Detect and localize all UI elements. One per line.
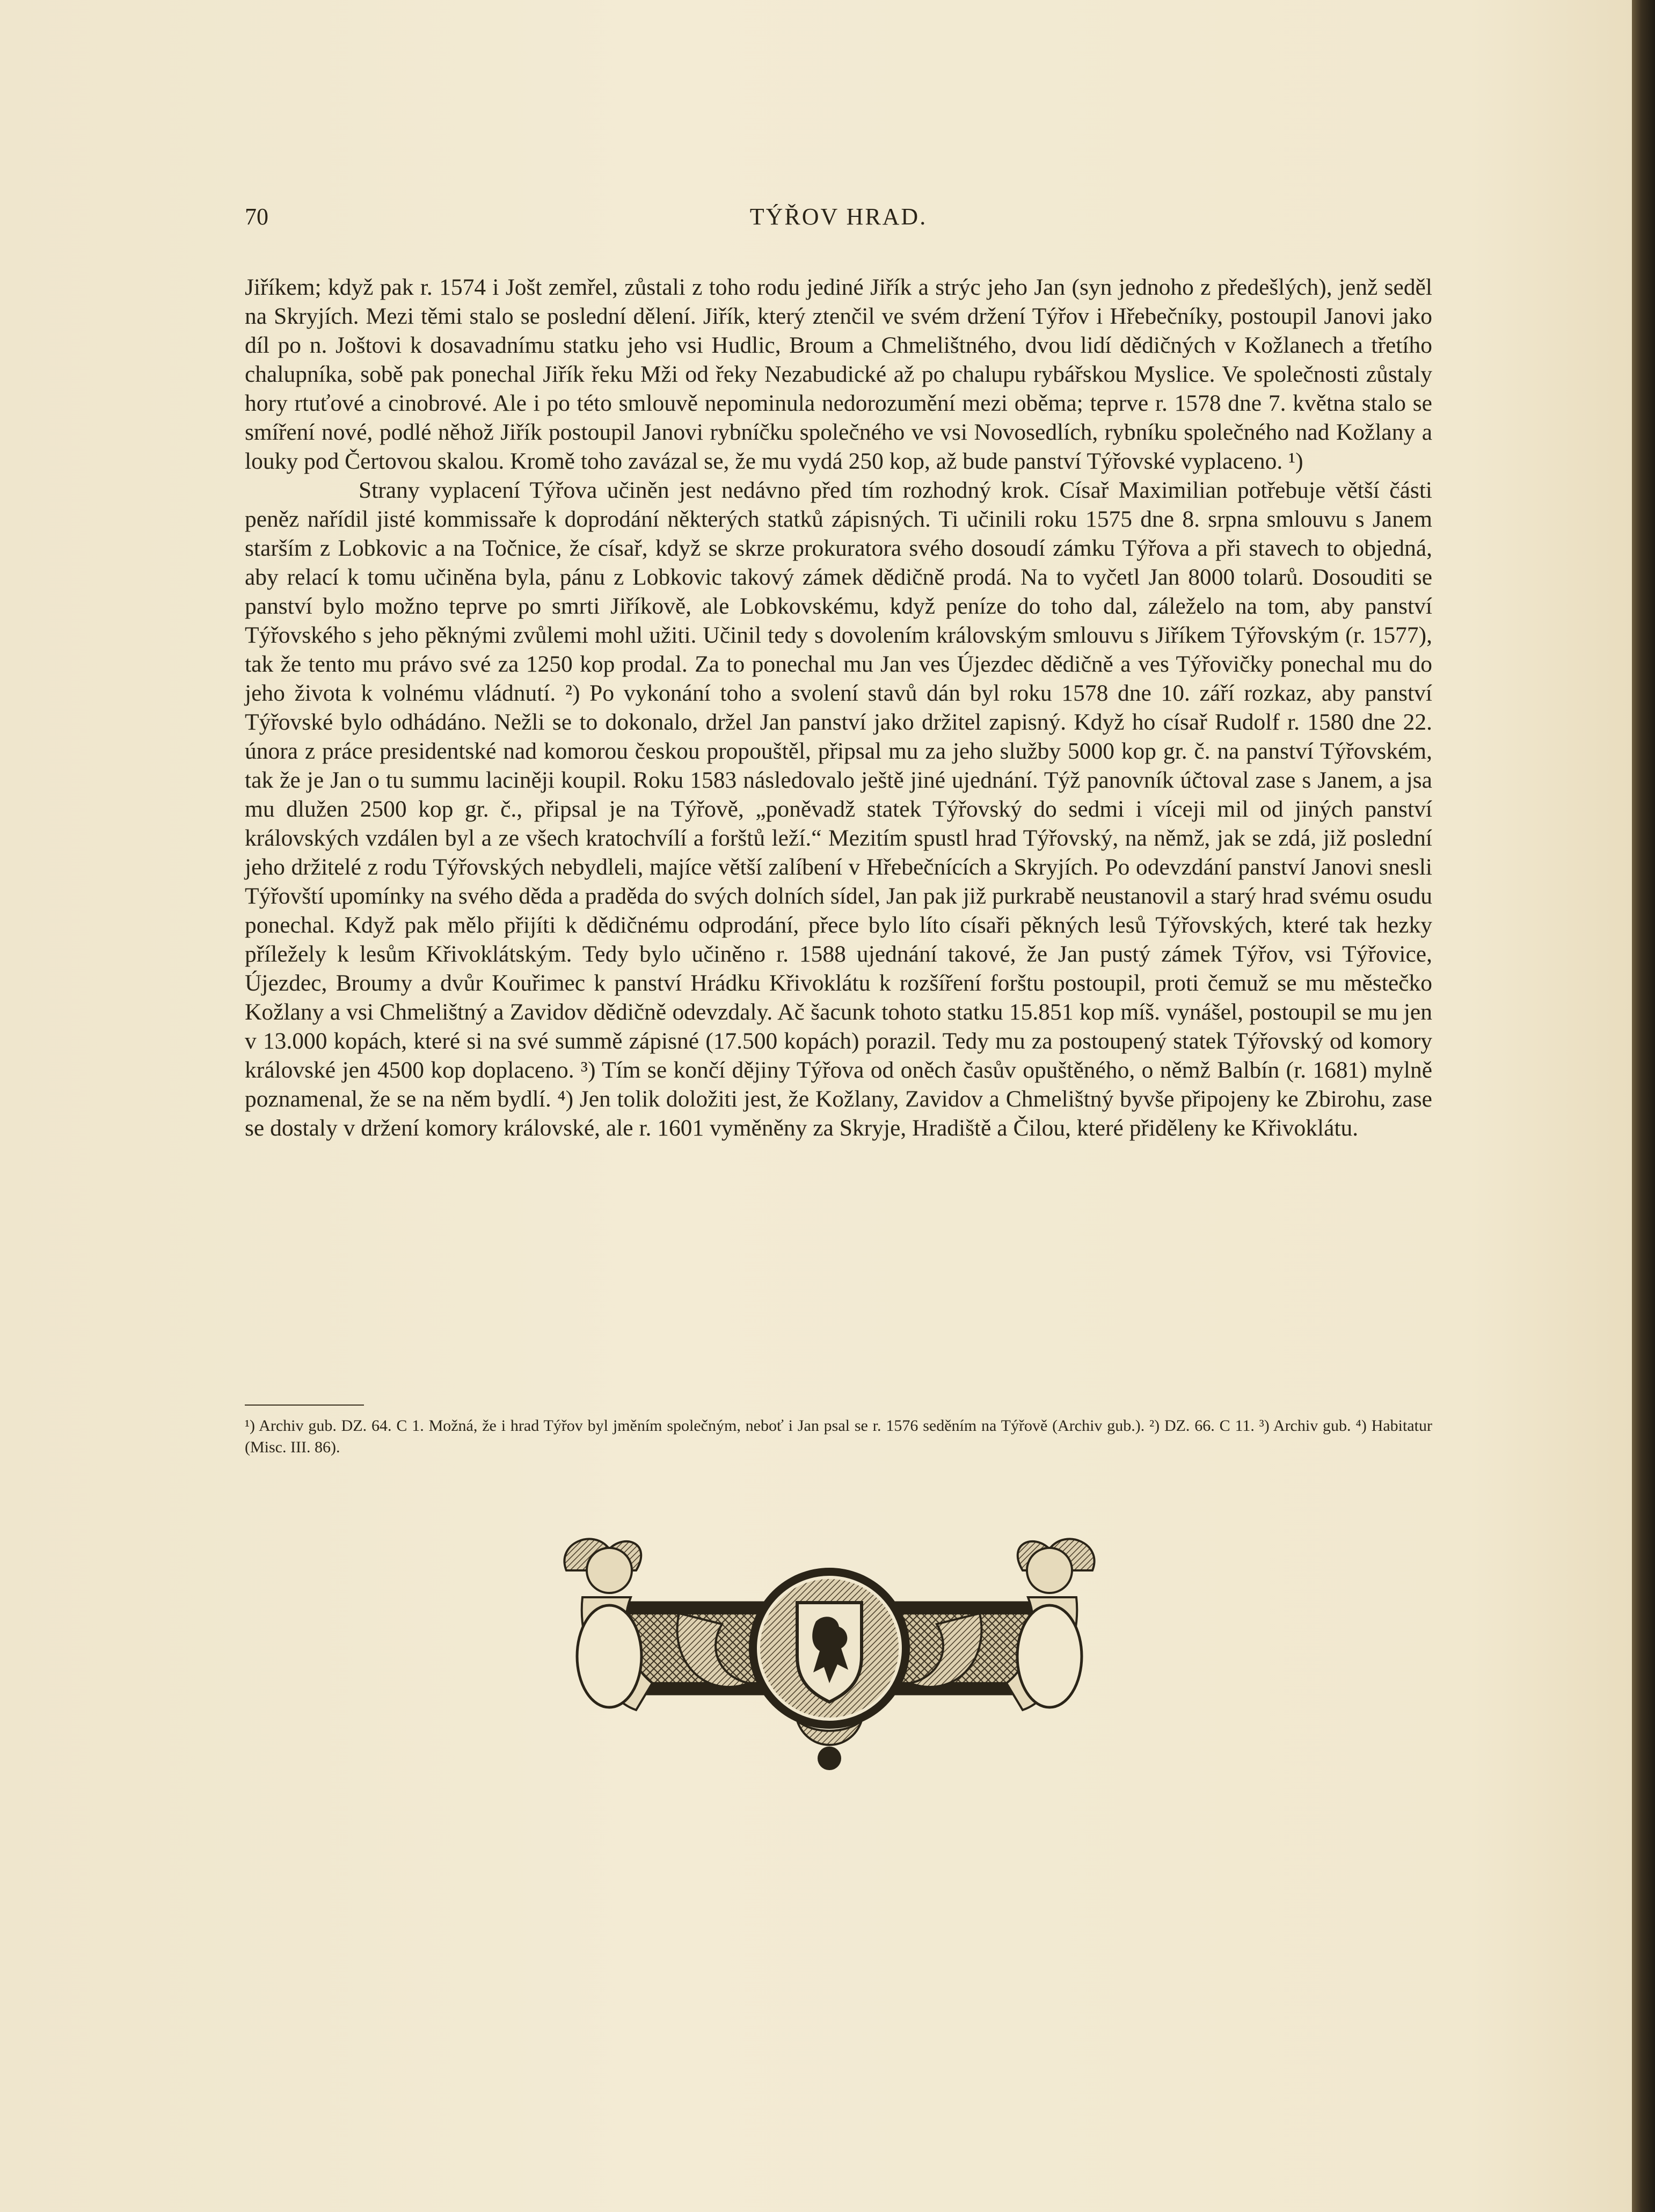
running-title: TÝŘOV HRAD. — [749, 203, 928, 230]
page-header — [245, 203, 1432, 241]
coat-of-arms-vignette-image — [545, 1522, 1114, 1780]
lion-shield — [749, 1568, 910, 1729]
footnotes: ¹) Archiv gub. DZ. 64. C 1. Možná, že i hrad Týřov byl jměním společným, neboť i Jan psal se r. 1576 seděním na Týřově (Archiv gub.). ²) DZ. 66. C 11. ³) Archiv gub. ⁴) Habitatur (Misc. III. 86). — [245, 1417, 1432, 1456]
main-text — [245, 273, 1432, 1143]
page-edge-shadow — [1632, 0, 1655, 2212]
page-number: 70 — [245, 203, 268, 230]
paragraph-1: Jiříkem; když pak r. 1574 i Jošt zemřel, zůstali z toho rodu jediné Jiřík a strýc jeho Jan (syn jednoho z předešlých), jenž seděl na Skryjích. Mezi těmi stalo se poslední dělení. Jiřík, který ztenčil ve svém držení Týřov i Hřebečníky, postoupil Janovi jako díl po n. Joštovi k dosavadnímu statku jeho vsi Hudlic, Broum a Chmelištného, dvou lidí dědičných v Kožlanech a třetího chalupníka, sobě pak ponechal Jiřík řeku Mži od řeky Nezabudické až po chalupu rybářskou Myslice. Ve společnosti zůstaly hory rtuťové a cinobrové. Ale i po této smlouvě nepominula nedorozumění mezi oběma; teprve r. 1578 dne 7. května stalo se smíření nové, podlé něhož Jiřík postoupil Janovi rybníčku společného ve vsi Novosedlích, rybníku společného nad Kožlany a louky pod Čertovou skalou. Kromě toho zavázal se, že mu vydá 250 kop, až bude panství Týřovské vyplaceno. ¹) — [245, 274, 1432, 474]
paragraph-2: Strany vyplacení Týřova učiněn jest nedávno před tím rozhodný krok. Císař Maximilian potřebuje větší části peněz nařídil jisté kommissaře k doprodání některých statků zápisných. Ti učinili roku 1575 dne 8. srpna smlouvu s Janem starším z Lobkovic a na Točnice, že císař, když se skrze prokuratora svého dosoudí zámku Týřova a při stavech to objedná, aby relací k tomu učiněna byla, pánu z Lobkovic takový zámek dědičně prodá. Na to vyčetl Jan 8000 tolarů. Dosouditi se panství bylo možno teprve po smrti Jiříkově, ale Lobkovskému, když peníze do toho dal, záleželo na tom, aby panství Týřovského s jeho pěknými zvůlemi mohl užiti. Učinil tedy s dovolením královským smlouvu s Jiříkem Týřovským (r. 1577), tak že tento mu právo své za 1250 kop prodal. Za to ponechal mu Jan ves Újezdec dědičně a ves Týřovičky ponechal mu do jeho života k volnému vládnutí. ²) Po vykonání toho a svolení stavů dán byl roku 1578 dne 10. září rozkaz, aby panství Týřovské bylo odhádáno. Nežli se to dokonalo, držel Jan panství jako držitel zapisný. Když ho císař Rudolf r. 1580 dne 22. února z práce presidentské nad komorou českou propouštěl, připsal mu za jeho služby 5000 kop gr. č. na panství Týřovském, tak že je Jan o tu summu laciněji koupil. Roku 1583 následovalo ještě jiné ujednání. Týž panovník účtoval zase s Janem, a jsa mu dlužen 2500 kop gr. č., připsal je na Týřově, „poněvadž statek Týřovský do sedmi i víceji mil od jiných panství královských vzdálen byl a ze všech kratochvílí a forštů leží.“ Mezitím spustl hrad Týřovský, na němž, jak se zdá, již poslední jeho držitelé z rodu Týřovských nebydleli, majíce větší zalíbení v Hřebečnících a Skryjích. Po odevzdání panství Janovi snesli Týřovští upomínky na svého děda a praděda do svých dolních sídel, Jan pak již purkrabě neustanovil a starý hrad svému osudu ponechal. Když pak mělo přijíti k dědičnému odprodání, přece bylo líto císaři pěkných lesů Týřovských, které tak hezky příležely k lesům Křivoklátským. Tedy bylo učiněno r. 1588 ujednání takové, že Jan pustý zámek Týřov, vsi Týřovice, Újezdec, Broumy a dvůr Kouřimec k panství Hrádku Křivoklátu k rozšíření forštu postoupil, proti čemuž se mu městečko Kožlany a vsi Chmelištný a Zavidov dědičně odevzdaly. Ač šacunk tohoto statku 15.851 kop míš. vynášel, postoupil se mu jen v 13.000 kopách, které si na své summě zápisné (17.500 kopách) porazil. Tedy mu za postoupený statek Týřovský od komory královské jen 4500 kop doplaceno. ³) Tím se končí dějiny Týřova od oněch časův opuštěného, o němž Balbín (r. 1681) mylně poznamenal, že se na něm bydlí. ⁴) Jen tolik doložiti jest, že Kožlany, Zavidov a Chmelištný byvše připojeny ke Zbirohu, zase se dostaly v držení komory královské, ale r. 1601 vyměněny za Skryje, Hradiště a Čilou, které přiděleny ke Křivoklátu. — [245, 477, 1432, 1141]
ornamental-vignette — [545, 1522, 1114, 1780]
footnote-rule — [245, 1405, 364, 1406]
